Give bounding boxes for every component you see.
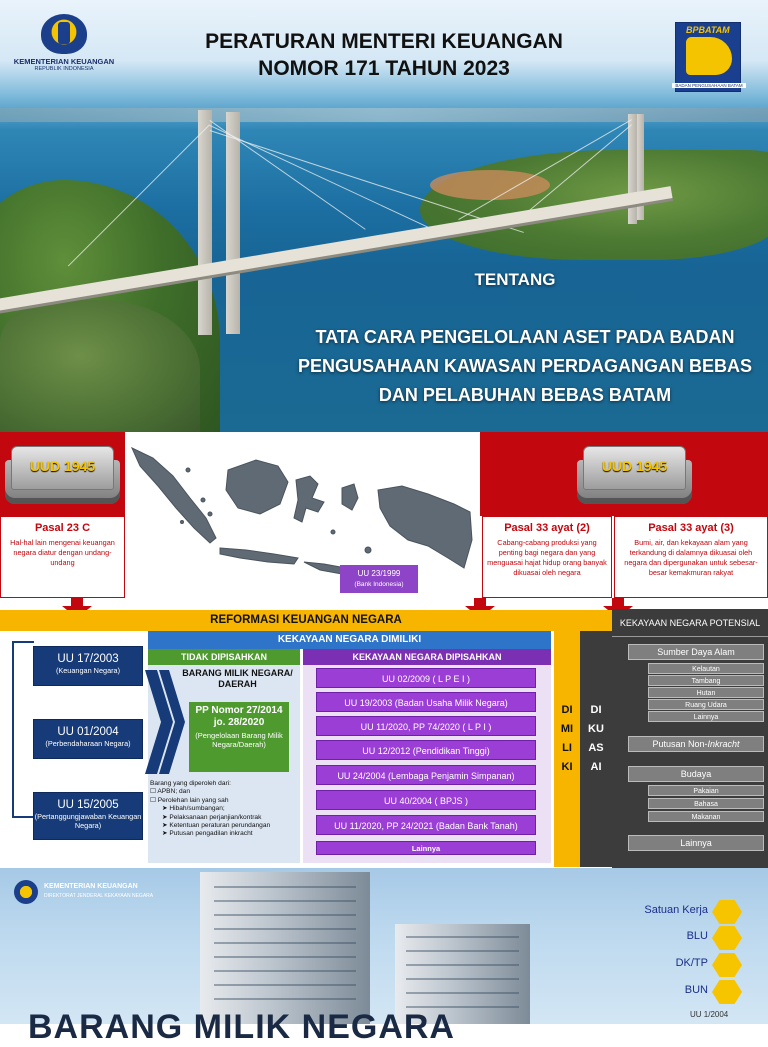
- law-box-uu-15-2005: [33, 792, 143, 840]
- unit-row: [590, 926, 750, 950]
- acquired-subitem: ➤ Hibah/sumbangan;: [162, 805, 225, 813]
- kemenkeu-logo-text: KEMENTERIAN KEUANGAN: [13, 57, 115, 66]
- dimiliki-column: DI MI LI KI: [554, 631, 580, 867]
- acquired-subitem: ➤ Putusan pengadilan inkracht: [162, 830, 253, 838]
- unit-label: BLU: [686, 930, 708, 942]
- island-left-shore: [0, 300, 200, 432]
- law-sub: (Pertanggungjawaban Keuangan Negara): [34, 812, 142, 830]
- kekayaan-potensial-header: KEKAYAAN NEGARA POTENSIAL: [612, 609, 768, 637]
- pp-title: PP Nomor 27/2014 jo. 28/2020: [195, 705, 283, 728]
- law-title: UU 01/2004: [57, 726, 119, 738]
- pasal-33-2-desc: Cabang-cabang produksi yang penting bagi negara dan yang menguasai hajat hidup orang banyak dikuasai oleh negara: [487, 538, 607, 577]
- shore-right: [430, 170, 550, 200]
- pasal-33-3-box: [614, 516, 768, 598]
- lainnya-header: Lainnya: [628, 835, 764, 851]
- law-bracket: [12, 641, 34, 818]
- map-java: [220, 548, 298, 564]
- unit-row: [590, 980, 750, 1004]
- unit-row: [590, 900, 750, 924]
- map-kalimantan: [226, 460, 288, 514]
- acquired-subitem: ➤ Ketentuan peraturan perundangan: [162, 822, 271, 830]
- law-box-uu-01-2004: [33, 719, 143, 759]
- map-papua: [378, 486, 472, 568]
- pasal-33-3-title: Pasal 33 ayat (3): [648, 522, 734, 534]
- reformasi-bar: REFORMASI KEUANGAN NEGARA: [0, 610, 612, 631]
- pasal-23c-desc: Hal-hal lain mengenai keuangan negara diatur dengan undang-undang: [10, 538, 115, 567]
- subject-line3: DAN PELABUHAN BEBAS BATAM: [378, 385, 672, 405]
- budaya-item: Pakaian: [648, 785, 764, 796]
- hexagon-icon: [712, 980, 742, 1004]
- hexagon-icon: [712, 900, 742, 924]
- bp-logo-subtext: BADAN PENGUSAHAAN BATAM: [672, 83, 746, 88]
- uud-book-label: UUD 1945: [601, 458, 668, 474]
- page-title-line1: PERATURAN MENTERI KEUANGAN: [205, 30, 563, 53]
- bridge-pylon-right: [628, 114, 637, 224]
- uud-book-left: [5, 446, 120, 504]
- kemenkeu-logo: [8, 14, 120, 78]
- page-title-line2: NOMOR 171 TAHUN 2023: [258, 57, 510, 80]
- garuda-emblem-icon: [14, 880, 38, 904]
- subject-line1: TATA CARA PENGELOLAAN ASET PADA BADAN: [315, 327, 735, 347]
- uud-book-label: UUD 1945: [29, 458, 96, 474]
- about-label: TENTANG: [474, 270, 556, 289]
- sda-item: Ruang Udara: [648, 699, 764, 710]
- acquired-item: ☐ APBN; dan: [150, 788, 191, 796]
- unit-row: [590, 953, 750, 977]
- uu23-title: UU 23/1999: [357, 569, 401, 578]
- unit-label: Satuan Kerja: [644, 904, 708, 916]
- hexagon-icon: [712, 926, 742, 950]
- uud-book-right: [577, 446, 692, 504]
- law-title: UU 17/2003: [57, 653, 119, 665]
- separated-item: UU 12/2012 (Pendidikan Tinggi): [316, 740, 536, 760]
- acquired-intro: Barang yang diperoleh dari:: [150, 780, 232, 787]
- kemenkeu-small-logo: [14, 880, 194, 910]
- separated-item: UU 02/2009 ( L P E I ): [316, 668, 536, 688]
- law-title: UU 15/2005: [57, 799, 119, 811]
- kemenkeu-small-subtext: DIREKTORAT JENDERAL KEKAYAAN NEGARA: [44, 893, 154, 899]
- bridge-pylon-left-2: [226, 112, 240, 334]
- budaya-item: Makanan: [648, 811, 764, 822]
- sda-item: Hutan: [648, 687, 764, 698]
- footnote: UU 1/2004: [690, 1010, 729, 1019]
- tidak-dipisahkan-header: TIDAK DIPISAHKAN: [148, 649, 300, 665]
- map-maluku: [342, 484, 358, 510]
- pasal-33-2-box: [482, 516, 612, 598]
- budaya-header: Budaya: [628, 766, 764, 782]
- budaya-item: Bahasa: [648, 798, 764, 809]
- indonesia-map: [128, 440, 478, 605]
- separated-item: UU 19/2003 (Badan Usaha Milik Negara): [316, 692, 536, 712]
- acquired-list: [150, 780, 300, 839]
- bmn-heading: BARANG MILIK NEGARA/ DAERAH: [182, 668, 293, 689]
- kemenkeu-logo-subtext: REPUBLIK INDONESIA: [34, 66, 94, 72]
- unit-label: BUN: [684, 984, 708, 996]
- pasal-23c-box: [0, 516, 125, 598]
- map-sumatra: [132, 448, 216, 543]
- bp-logo-text: BPBATAM: [686, 25, 730, 35]
- separated-item: UU 11/2020, PP 74/2020 ( L P I ): [316, 716, 536, 736]
- uu23-sub: (Bank Indonesia): [354, 581, 404, 588]
- acquired-subitem: ➤ Pelaksanaan perjanjian/kontrak: [162, 813, 262, 821]
- bridge-pylon-left: [198, 110, 212, 335]
- dikuasai-column: DI KU AS AI: [580, 631, 612, 867]
- hexagon-icon: [712, 953, 742, 977]
- bmn-title: BARANG MILIK NEGARA: [28, 1008, 455, 1046]
- putusan-header: Putusan Non-Inkracht: [628, 736, 764, 752]
- uu-23-1999-box: [340, 565, 418, 593]
- unit-label: DK/TP: [675, 957, 708, 969]
- kemenkeu-small-text: KEMENTERIAN KEUANGAN: [44, 883, 138, 890]
- distant-land: [0, 108, 768, 122]
- separated-item: UU 40/2004 ( BPJS ): [316, 790, 536, 810]
- separated-item: UU 11/2020, PP 24/2021 (Badan Bank Tanah): [316, 815, 536, 835]
- bridge-pylon-right-2: [637, 114, 644, 220]
- law-sub: (Keuangan Negara): [55, 666, 121, 675]
- law-sub: (Perbendaharaan Negara): [45, 739, 131, 748]
- bp-batam-logo: [675, 22, 741, 92]
- dipisahkan-header: KEKAYAAN NEGARA DIPISAHKAN: [303, 649, 551, 665]
- kekayaan-dimiliki-header: KEKAYAAN NEGARA DIMILIKI: [148, 631, 551, 649]
- pp-27-2014-box: [189, 702, 289, 772]
- separated-item-other: Lainnya: [316, 841, 536, 855]
- map-sulawesi: [294, 476, 324, 522]
- building-tower-left: [200, 872, 370, 1024]
- hero-photo-bridge: [0, 0, 768, 432]
- pasal-33-2-title: Pasal 33 ayat (2): [504, 522, 590, 534]
- pasal-23c-title: Pasal 23 C: [34, 522, 91, 534]
- separated-item: UU 24/2004 (Lembaga Penjamin Simpanan): [316, 765, 536, 785]
- sda-item: Lainnya: [648, 711, 764, 722]
- sda-item: Tambang: [648, 675, 764, 686]
- sda-header: Sumber Daya Alam: [628, 644, 764, 660]
- bp-logo-hand-icon: [686, 37, 732, 75]
- sda-item: Kelautan: [648, 663, 764, 674]
- garuda-emblem-icon: [41, 14, 87, 54]
- pasal-33-3-desc: Bumi, air, dan kekayaan alam yang terkandung di dalamnya dikuasai oleh negara dan dipergunakan untuk sebesar-besar kemakmuran rakyat: [624, 538, 758, 577]
- subject-line2: PENGUSAHAAN KAWASAN PERDAGANGAN BEBAS: [297, 356, 753, 376]
- pp-sub: (Pengelolaan Barang Milik Negara/Daerah): [195, 731, 283, 749]
- acquired-item: ☐ Perolehan lain yang sah: [150, 796, 229, 804]
- law-box-uu-17-2003: [33, 646, 143, 686]
